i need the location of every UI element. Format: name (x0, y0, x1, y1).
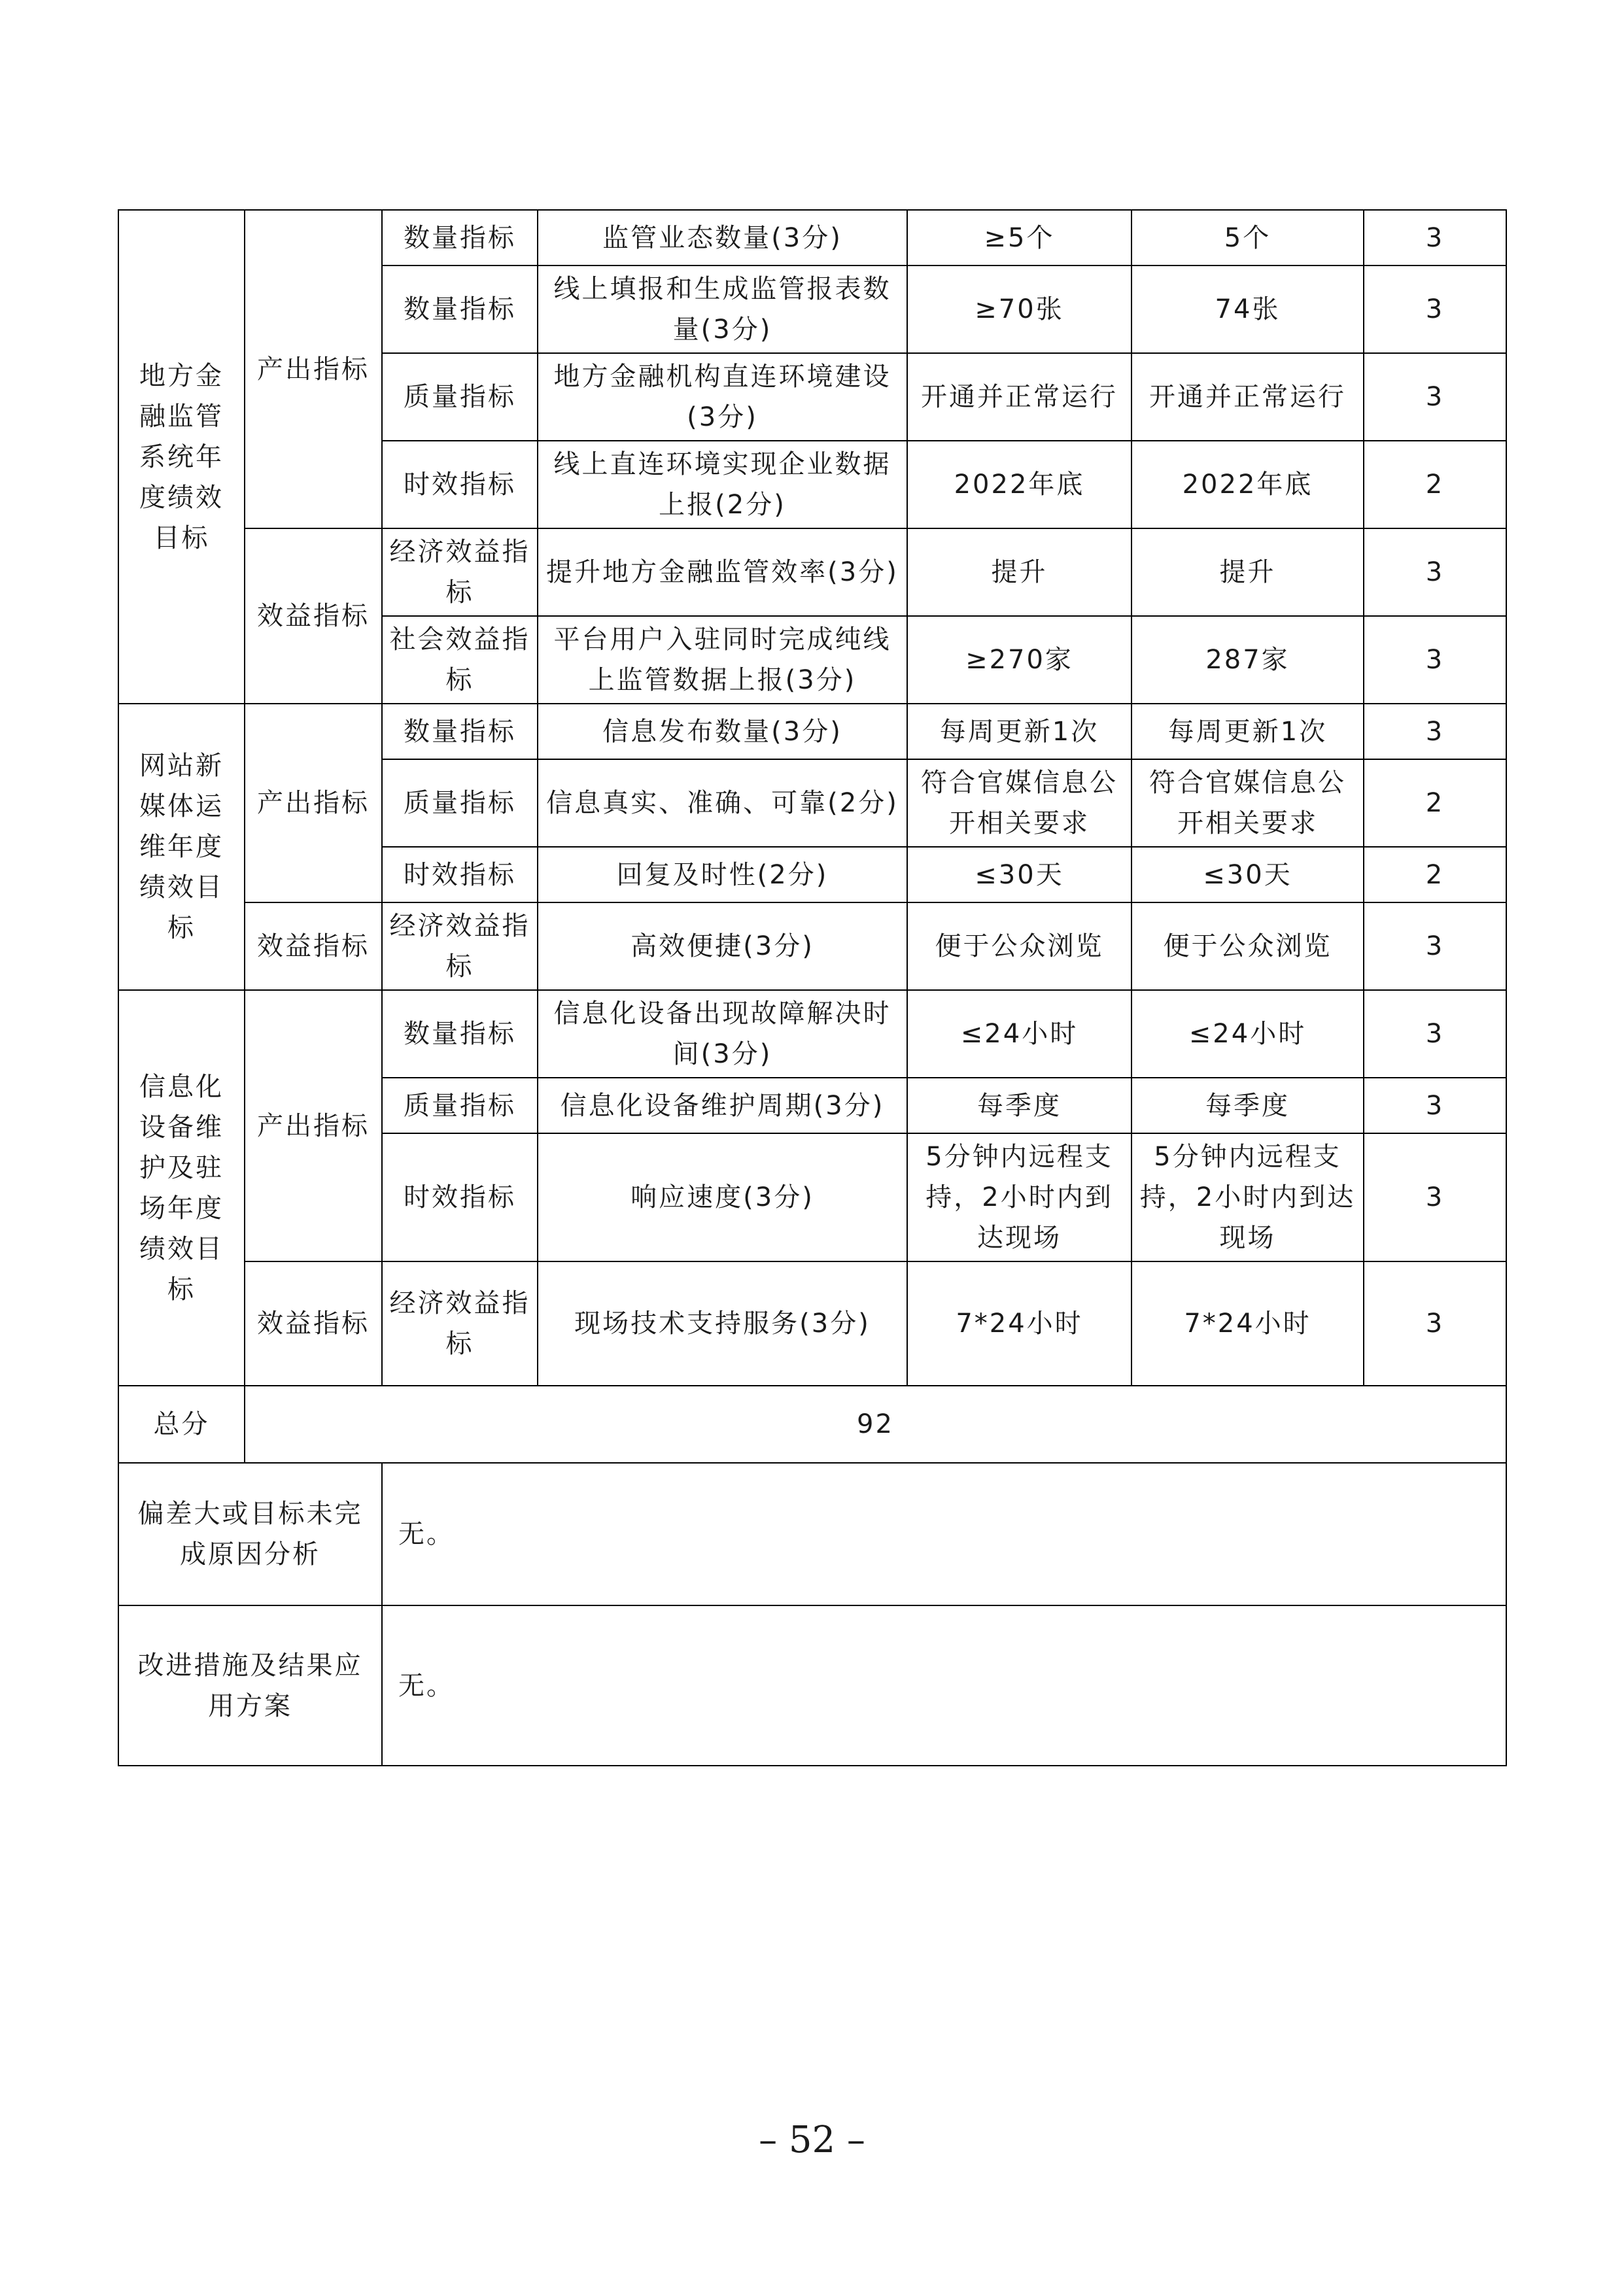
indicator-level1-cell: 产出指标 (245, 704, 382, 902)
indicator-level2-cell: 质量指标 (382, 1078, 538, 1133)
indicator-level1-cell: 效益指标 (245, 1261, 382, 1386)
target-value-cell: ≤24小时 (907, 990, 1132, 1078)
actual-value-cell: 7*24小时 (1132, 1261, 1364, 1386)
table-row (118, 990, 1506, 1078)
actual-value-cell: 74张 (1132, 266, 1364, 353)
indicator-level3-cell: 线上填报和生成监管报表数量(3分) (538, 266, 907, 353)
actual-value-cell: 5分钟内远程支持，2小时内到达现场 (1132, 1133, 1364, 1261)
indicator-level2-cell: 经济效益指标 (382, 528, 538, 616)
improvement-label: 改进措施及结果应用方案 (118, 1605, 382, 1766)
target-value-cell: ≥70张 (907, 266, 1132, 353)
total-row (118, 1386, 1506, 1463)
target-value-cell: ≤30天 (907, 847, 1132, 902)
total-label: 总分 (118, 1386, 245, 1463)
actual-value-cell: ≤30天 (1132, 847, 1364, 902)
indicator-level1-cell: 产出指标 (245, 990, 382, 1261)
indicator-level3-cell: 回复及时性(2分) (538, 847, 907, 902)
score-cell: 2 (1364, 847, 1506, 902)
target-value-cell: 每季度 (907, 1078, 1132, 1133)
target-value-cell: 符合官媒信息公开相关要求 (907, 759, 1132, 847)
target-value-cell: 提升 (907, 528, 1132, 616)
indicator-level2-cell: 数量指标 (382, 210, 538, 266)
score-cell: 2 (1364, 441, 1506, 528)
indicator-level3-cell: 高效便捷(3分) (538, 902, 907, 990)
actual-value-cell: 开通并正常运行 (1132, 353, 1364, 441)
indicator-level2-cell: 时效指标 (382, 847, 538, 902)
actual-value-cell: 287家 (1132, 616, 1364, 704)
indicator-level2-cell: 数量指标 (382, 266, 538, 353)
target-value-cell: 开通并正常运行 (907, 353, 1132, 441)
indicator-level2-cell: 社会效益指标 (382, 616, 538, 704)
table-row (118, 1261, 1506, 1386)
goal-category-cell: 网站新媒体运维年度绩效目标 (118, 704, 245, 990)
goal-category-cell: 信息化设备维护及驻场年度绩效目标 (118, 990, 245, 1386)
score-cell: 3 (1364, 902, 1506, 990)
indicator-level1-cell: 效益指标 (245, 528, 382, 704)
indicator-level2-cell: 数量指标 (382, 990, 538, 1078)
score-cell: 3 (1364, 266, 1506, 353)
actual-value-cell: 每季度 (1132, 1078, 1364, 1133)
total-value: 92 (245, 1386, 1506, 1463)
actual-value-cell: 2022年底 (1132, 441, 1364, 528)
indicator-level3-cell: 现场技术支持服务(3分) (538, 1261, 907, 1386)
indicator-level2-cell: 时效指标 (382, 1133, 538, 1261)
indicator-level2-cell: 数量指标 (382, 704, 538, 759)
indicator-level3-cell: 响应速度(3分) (538, 1133, 907, 1261)
score-cell: 3 (1364, 353, 1506, 441)
indicator-level3-cell: 提升地方金融监管效率(3分) (538, 528, 907, 616)
target-value-cell: ≥270家 (907, 616, 1132, 704)
indicator-level3-cell: 地方金融机构直连环境建设(3分) (538, 353, 907, 441)
target-value-cell: 7*24小时 (907, 1261, 1132, 1386)
target-value-cell: 便于公众浏览 (907, 902, 1132, 990)
deviation-label: 偏差大或目标未完成原因分析 (118, 1463, 382, 1605)
indicator-level2-cell: 时效指标 (382, 441, 538, 528)
target-value-cell: 5分钟内远程支持，2小时内到达现场 (907, 1133, 1132, 1261)
score-cell: 3 (1364, 210, 1506, 266)
table-row (118, 902, 1506, 990)
score-cell: 3 (1364, 616, 1506, 704)
goal-category-cell: 地方金融监管系统年度绩效目标 (118, 210, 245, 704)
score-cell: 3 (1364, 1078, 1506, 1133)
performance-table (118, 209, 1507, 1766)
target-value-cell: 2022年底 (907, 441, 1132, 528)
indicator-level2-cell: 质量指标 (382, 353, 538, 441)
indicator-level1-cell: 产出指标 (245, 210, 382, 528)
deviation-row (118, 1463, 1506, 1605)
indicator-level3-cell: 信息化设备维护周期(3分) (538, 1078, 907, 1133)
target-value-cell: 每周更新1次 (907, 704, 1132, 759)
table-row (118, 210, 1506, 266)
actual-value-cell: 提升 (1132, 528, 1364, 616)
score-cell: 3 (1364, 528, 1506, 616)
indicator-level3-cell: 平台用户入驻同时完成纯线上监管数据上报(3分) (538, 616, 907, 704)
indicator-level2-cell: 经济效益指标 (382, 1261, 538, 1386)
table-row (118, 704, 1506, 759)
actual-value-cell: 符合官媒信息公开相关要求 (1132, 759, 1364, 847)
indicator-level3-cell: 信息发布数量(3分) (538, 704, 907, 759)
indicator-level2-cell: 质量指标 (382, 759, 538, 847)
indicator-level3-cell: 监管业态数量(3分) (538, 210, 907, 266)
indicator-level3-cell: 信息真实、准确、可靠(2分) (538, 759, 907, 847)
indicator-level3-cell: 线上直连环境实现企业数据上报(2分) (538, 441, 907, 528)
score-cell: 3 (1364, 990, 1506, 1078)
indicator-level1-cell: 效益指标 (245, 902, 382, 990)
indicator-level2-cell: 经济效益指标 (382, 902, 538, 990)
table-row (118, 528, 1506, 616)
actual-value-cell: ≤24小时 (1132, 990, 1364, 1078)
score-cell: 3 (1364, 1133, 1506, 1261)
actual-value-cell: 每周更新1次 (1132, 704, 1364, 759)
indicator-level3-cell: 信息化设备出现故障解决时间(3分) (538, 990, 907, 1078)
score-cell: 3 (1364, 1261, 1506, 1386)
score-cell: 3 (1364, 704, 1506, 759)
page-number: – 52 – (759, 2119, 865, 2161)
actual-value-cell: 5个 (1132, 210, 1364, 266)
target-value-cell: ≥5个 (907, 210, 1132, 266)
score-cell: 2 (1364, 759, 1506, 847)
improvement-row (118, 1605, 1506, 1766)
actual-value-cell: 便于公众浏览 (1132, 902, 1364, 990)
deviation-value: 无。 (382, 1463, 1506, 1605)
improvement-value: 无。 (382, 1605, 1506, 1766)
